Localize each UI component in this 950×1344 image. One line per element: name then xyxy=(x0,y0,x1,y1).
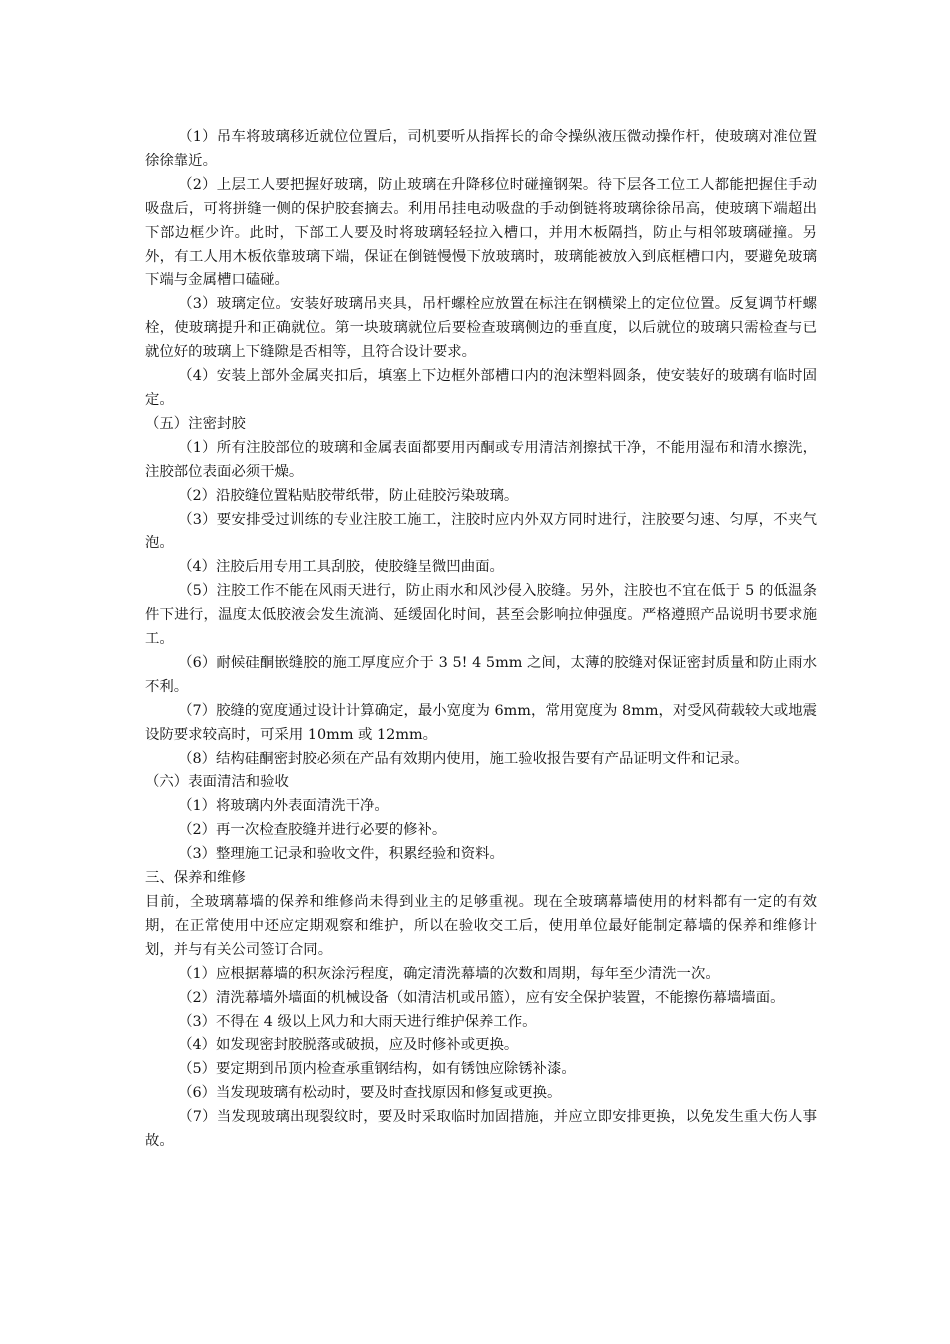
paragraph-maintenance-wind: （3）不得在 4 级以上风力和大雨天进行维护保养工作。 xyxy=(178,1013,537,1030)
paragraph-cleaning-records: （3）整理施工记录和验收文件，积累经验和资料。 xyxy=(178,846,504,863)
paragraph-sealant-weather: （5）注胶工作不能在风雨天进行，防止雨水和风沙侵入胶缝。另外，注胶也不宜在低于 5 的低温条件下进行，温度太低胶液会发生流淌、延缓固化时间，甚至会影响拉伸强度。严格遵照产品说明书要求施工。 xyxy=(145,583,817,648)
paragraph-sealant-tape: （2）沿胶缝位置粘贴胶带纸带，防止硅胶污染玻璃。 xyxy=(178,487,519,504)
document-body xyxy=(145,126,817,1154)
section-heading-maintenance: 三、保养和维修 xyxy=(145,870,246,887)
section-heading-sealant: （五）注密封胶 xyxy=(145,415,246,432)
paragraph-sealant-thickness: （6）耐候硅酮嵌缝胶的施工厚度应介于 3 5! 4 5mm 之间，太薄的胶缝对保证密封质量和防止雨水不利。 xyxy=(145,654,817,695)
section-heading-cleaning: （六）表面清洁和验收 xyxy=(145,774,289,791)
paragraph-clip-install: （4）安装上部外金属夹扣后，填塞上下边框外部槽口内的泡沫塑料圆条，使安装好的玻璃有临时固定。 xyxy=(145,368,817,408)
paragraph-cleaning-wash: （1）将玻璃内外表面清洗干净。 xyxy=(178,798,389,815)
paragraph-cleaning-recheck: （2）再一次检查胶缝并进行必要的修补。 xyxy=(178,822,447,839)
paragraph-sealant-workers: （3）要安排受过训练的专业注胶工施工，注胶时应内外双方同时进行，注胶要匀速、匀厚，不夹气泡。 xyxy=(145,511,817,552)
paragraph-maintenance-loose: （6）当发现玻璃有松动时，要及时查找原因和修复或更换。 xyxy=(178,1085,562,1102)
paragraph-sealant-width: （7）胶缝的宽度通过设计计算确定，最小宽度为 6mm，常用宽度为 8mm，对受风荷载较大或地震设防要求较高时，可采用 10mm 或 12mm。 xyxy=(145,702,817,743)
paragraph-maintenance-steel: （5）要定期到吊顶内检查承重钢结构，如有锈蚀应除锈补漆。 xyxy=(178,1061,576,1078)
paragraph-maintenance-intro: 目前，全玻璃幕墙的保养和维修尚未得到业主的足够重视。现在全玻璃幕墙使用的材料都有一定的有效期，在正常使用中还应定期观察和维护，所以在验收交工后，使用单位最好能制定幕墙的保养和维修计划，并与有关公司签订合同。 xyxy=(145,894,817,958)
paragraph-sealant-scrape: （4）注胶后用专用工具刮胶，使胶缝呈微凹曲面。 xyxy=(178,559,504,576)
paragraph-maintenance-seal: （4）如发现密封胶脱落或破损，应及时修补或更换。 xyxy=(178,1037,519,1054)
paragraph-upper-workers: （2）上层工人要把握好玻璃，防止玻璃在升降移位时碰撞钢架。待下层各工位工人都能把握住手动吸盘后，可将拼缝一侧的保护胶套摘去。利用吊挂电动吸盘的手动倒链将玻璃徐徐吊高，使玻璃下端超出下部边框少许。此时，下部工人要及时将玻璃轻轻拉入槽口，并用木板隔挡，防止与相邻玻璃碰撞。另外，有工人用木板依靠玻璃下端，保证在倒链慢慢下放玻璃时，玻璃能被放入到底框槽口内，要避免玻璃下端与金属槽口磕碰。 xyxy=(145,176,817,289)
paragraph-glass-positioning: （3）玻璃定位。安装好玻璃吊夹具，吊杆螺栓应放置在标注在钢横梁上的定位位置。反复调节杆螺栓，使玻璃提升和正确就位。第一块玻璃就位后要检查玻璃侧边的垂直度，以后就位的玻璃只需检查与已就位好的玻璃上下缝隙是否相等，且符合设计要求。 xyxy=(145,296,817,361)
paragraph-sealant-clean: （1）所有注胶部位的玻璃和金属表面都要用丙酮或专用清洁剂擦拭干净，不能用湿布和清水擦洗，注胶部位表面必须干燥。 xyxy=(145,439,817,480)
paragraph-sealant-validity: （8）结构硅酮密封胶必须在产品有效期内使用，施工验收报告要有产品证明文件和记录。 xyxy=(178,750,749,767)
paragraph-maintenance-crack: （7）当发现玻璃出现裂纹时，要及时采取临时加固措施，并应立即安排更换，以免发生重大伤人事故。 xyxy=(145,1109,817,1150)
paragraph-maintenance-equipment: （2）清洗幕墙外墙面的机械设备（如清洁机或吊篮），应有安全保护装置，不能擦伤幕墙墙面。 xyxy=(178,989,785,1006)
paragraph-maintenance-frequency: （1）应根据幕墙的积灰涂污程度，确定清洗幕墙的次数和周期，每年至少清洗一次。 xyxy=(178,965,720,982)
paragraph-hoist-approach: （1）吊车将玻璃移近就位位置后，司机要听从指挥长的命令操纵液压微动操作杆，使玻璃对准位置徐徐靠近。 xyxy=(145,129,817,169)
